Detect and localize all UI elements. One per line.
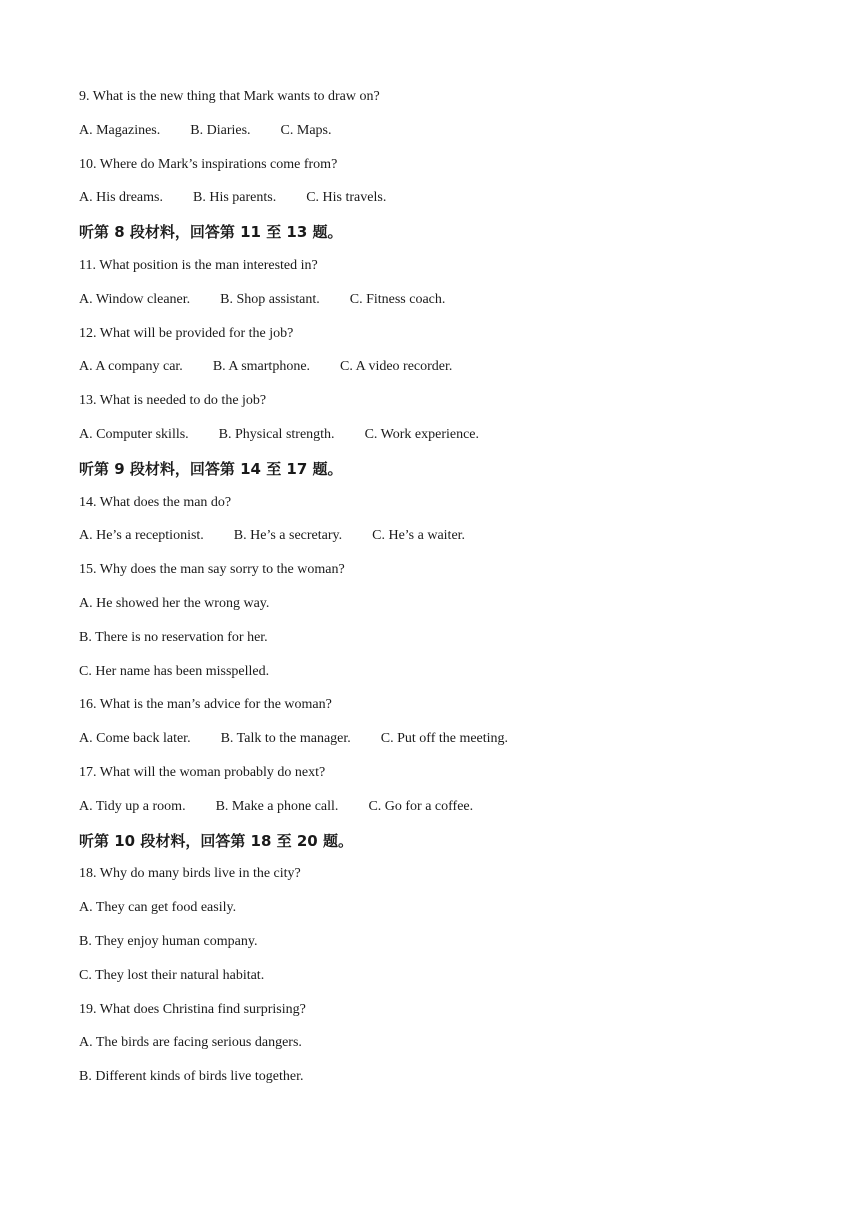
option-text: A. The birds are facing serious dangers. bbox=[79, 1035, 302, 1051]
option-text: C. His travels. bbox=[306, 190, 387, 206]
option-text: C. Her name has been misspelled. bbox=[79, 663, 270, 679]
option-row bbox=[79, 730, 508, 748]
option-text: B. Physical strength. bbox=[218, 427, 335, 442]
question-text: 15. Why does the man say sorry to the woman? bbox=[79, 562, 345, 578]
option-text: B. Talk to the manager. bbox=[220, 731, 351, 747]
option-row bbox=[79, 527, 465, 545]
section-heading: 听第 9 段材料，回答第 14 至 17 题。 bbox=[79, 459, 343, 478]
option-text: B. His parents. bbox=[193, 190, 277, 206]
option-text: B. He’s a secretary. bbox=[233, 528, 343, 544]
option-text: C. He’s a waiter. bbox=[372, 528, 466, 544]
option-text: A. Magazines. bbox=[79, 122, 161, 138]
option-text: B. They enjoy human company. bbox=[79, 934, 258, 949]
section-heading: 听第 8 段材料，回答第 11 至 13 题。 bbox=[79, 223, 343, 242]
question-text: 10. Where do Mark’s inspirations come from? bbox=[79, 156, 338, 172]
option-text: C. They lost their natural habitat. bbox=[79, 967, 265, 983]
option-text: C. Maps. bbox=[280, 122, 332, 138]
option-text: C. Go for a coffee. bbox=[368, 798, 474, 814]
option-text: A. Computer skills. bbox=[79, 427, 189, 442]
option-text: B. Different kinds of birds live together. bbox=[79, 1069, 304, 1085]
option-text: B. Diaries. bbox=[190, 122, 251, 138]
option-text: C. Work experience. bbox=[364, 427, 480, 442]
option-text: B. There is no reservation for her. bbox=[79, 629, 268, 645]
question-text: 11. What position is the man interested in? bbox=[79, 258, 318, 273]
option-text: A. His dreams. bbox=[79, 190, 163, 206]
option-row bbox=[79, 122, 331, 140]
option-row bbox=[79, 358, 452, 376]
question-text: 16. What is the man’s advice for the woman? bbox=[79, 697, 332, 713]
question-text: 9. What is the new thing that Mark wants to draw on? bbox=[79, 89, 380, 104]
option-text: A. A company car. bbox=[79, 359, 183, 375]
option-row bbox=[79, 189, 386, 207]
option-text: A. They can get food easily. bbox=[79, 900, 237, 916]
option-text: C. Put off the meeting. bbox=[380, 731, 509, 747]
option-text: A. Window cleaner. bbox=[79, 291, 191, 307]
option-text: B. Shop assistant. bbox=[220, 291, 320, 307]
option-row bbox=[79, 426, 479, 444]
question-text: 13. What is needed to do the job? bbox=[79, 393, 267, 409]
option-text: A. He showed her the wrong way. bbox=[79, 596, 270, 611]
option-text: A. Come back later. bbox=[79, 731, 191, 747]
option-text: C. A video recorder. bbox=[340, 359, 453, 375]
option-text: C. Fitness coach. bbox=[349, 291, 446, 307]
question-text: 19. What does Christina find surprising? bbox=[79, 1001, 306, 1017]
option-text: A. He’s a receptionist. bbox=[79, 528, 204, 544]
option-text: B. Make a phone call. bbox=[215, 798, 339, 814]
option-text: A. Tidy up a room. bbox=[79, 798, 186, 814]
question-text: 14. What does the man do? bbox=[79, 494, 232, 510]
option-text: B. A smartphone. bbox=[212, 359, 311, 375]
question-text: 18. Why do many birds live in the city? bbox=[79, 866, 301, 882]
section-heading: 听第 10 段材料，回答第 18 至 20 题。 bbox=[79, 831, 353, 850]
option-row bbox=[79, 798, 473, 816]
question-text: 17. What will the woman probably do next? bbox=[79, 765, 326, 780]
option-row bbox=[79, 291, 445, 309]
question-text: 12. What will be provided for the job? bbox=[79, 325, 294, 341]
